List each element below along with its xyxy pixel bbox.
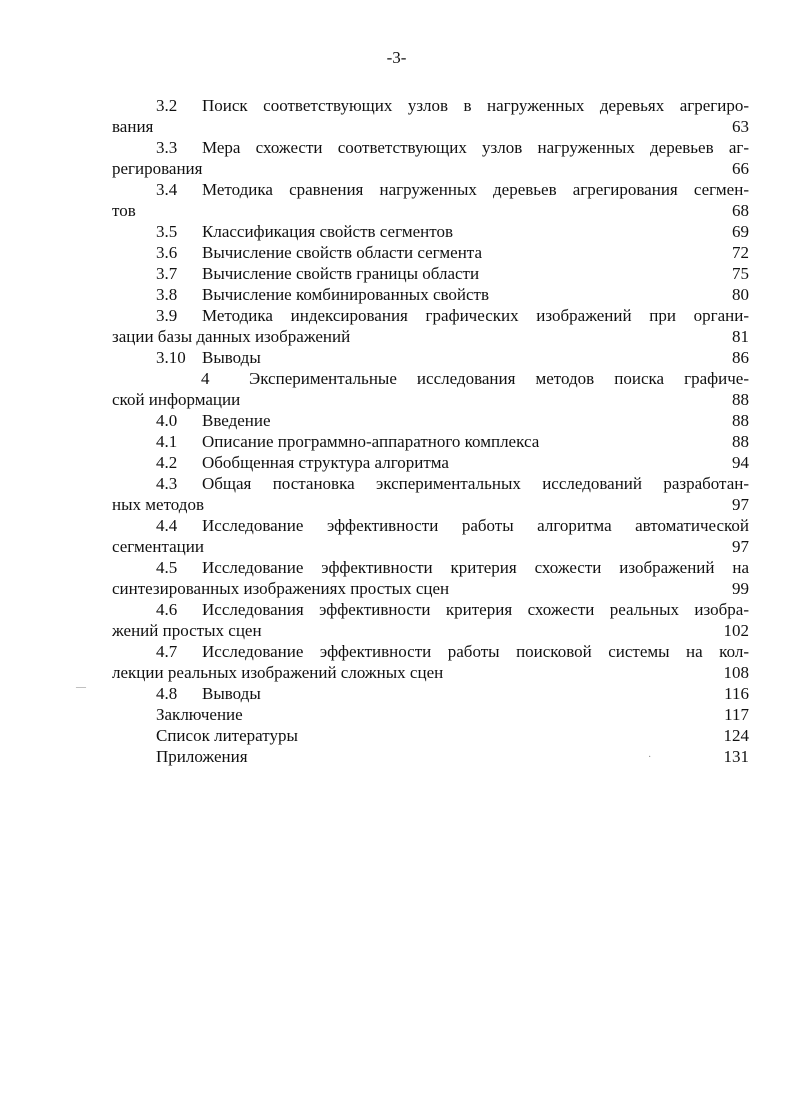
toc-section-title-continuation: ской информации xyxy=(112,390,241,409)
toc-entry xyxy=(112,515,749,557)
toc-section-number: 3.4 xyxy=(156,180,178,199)
toc-section-title: Приложения xyxy=(156,747,248,766)
toc-entry xyxy=(112,263,749,284)
toc-section-number: 4.5 xyxy=(156,558,178,577)
toc-entry xyxy=(112,221,749,242)
toc-page-number: 75 xyxy=(732,264,749,283)
toc-entry-line xyxy=(112,137,749,158)
toc-page-number: 88 xyxy=(732,432,749,451)
toc-page-number: 97 xyxy=(732,537,749,556)
toc-entry xyxy=(112,641,749,683)
toc-entry xyxy=(112,368,749,410)
toc-entry-line xyxy=(112,473,749,494)
toc-page-number: 94 xyxy=(732,453,749,472)
toc-section-title: Экспериментальные исследования методов поиска графиче- xyxy=(249,369,749,388)
toc-entry-line xyxy=(112,725,749,746)
toc-section-number: 4 xyxy=(201,369,210,388)
toc-section-title-continuation: лекции реальных изображений сложных сцен xyxy=(112,663,444,682)
toc-section-number: 4.1 xyxy=(156,432,178,451)
toc-entry-line xyxy=(112,221,749,242)
toc-entry-line xyxy=(112,452,749,473)
toc-entry xyxy=(112,305,749,347)
toc-section-title-continuation: регирования xyxy=(112,159,203,178)
toc-entry-line xyxy=(112,557,749,578)
toc-entry-line xyxy=(112,683,749,704)
toc-page-number: 63 xyxy=(732,117,749,136)
toc-entry xyxy=(112,95,749,137)
toc-page-number: 88 xyxy=(732,411,749,430)
toc-section-title: Заключение xyxy=(156,705,243,724)
toc-section-title-continuation: ных методов xyxy=(112,495,204,514)
toc-section-title: Исследование эффективности критерия схожести изображений на xyxy=(202,558,749,577)
toc-entry-line xyxy=(112,179,749,200)
scan-mark: — xyxy=(76,682,86,693)
toc-page-number: 117 xyxy=(724,705,749,724)
toc-section-title: Поиск соответствующих узлов в нагруженных деревьях агрегиро- xyxy=(202,96,749,115)
toc-section-title-continuation: зации базы данных изображений xyxy=(112,327,351,346)
toc-page-number: 86 xyxy=(732,348,749,367)
toc-entry xyxy=(112,452,749,473)
toc-entry xyxy=(112,410,749,431)
toc-entry-line xyxy=(112,368,749,389)
toc-section-title: Мера схожести соответствующих узлов нагруженных деревьев аг- xyxy=(202,138,749,157)
toc-section-number: 3.5 xyxy=(156,222,178,241)
toc-page-number: 108 xyxy=(723,663,749,682)
toc-section-number: 4.3 xyxy=(156,474,178,493)
toc-entry xyxy=(112,725,749,746)
toc-entry xyxy=(112,431,749,452)
page-number: -3- xyxy=(386,48,407,67)
toc-section-number: 4.7 xyxy=(156,642,178,661)
toc-page-number: 131 xyxy=(723,747,749,766)
toc-page-number: 72 xyxy=(732,243,749,262)
toc-section-number: 3.9 xyxy=(156,306,178,325)
toc-section-number: 3.3 xyxy=(156,138,178,157)
toc-section-number: 3.2 xyxy=(156,96,178,115)
toc-section-title-continuation: жений простых сцен xyxy=(112,621,262,640)
toc-page-number: 80 xyxy=(732,285,749,304)
toc-section-title: Общая постановка экспериментальных исследований разработан- xyxy=(202,474,749,493)
toc-section-title: Вычисление свойств области сегмента xyxy=(202,243,482,262)
toc-entry-line xyxy=(112,305,749,326)
toc-section-title: Введение xyxy=(202,411,271,430)
toc-section-title: Обобщенная структура алгоритма xyxy=(202,453,449,472)
toc-section-number: 4.4 xyxy=(156,516,178,535)
toc-page-number: 68 xyxy=(732,201,749,220)
toc-entry xyxy=(112,242,749,263)
toc-page-number: 97 xyxy=(732,495,749,514)
toc-section-title: Вычисление комбинированных свойств xyxy=(202,285,490,304)
toc-entry xyxy=(112,683,749,704)
toc-entry-line xyxy=(112,263,749,284)
toc-entry xyxy=(112,704,749,725)
toc-section-title: Исследования эффективности критерия схожести реальных изобра- xyxy=(202,600,749,619)
toc-section-title: Вычисление свойств границы области xyxy=(202,264,480,283)
toc-section-number: 4.2 xyxy=(156,453,178,472)
toc-entry xyxy=(112,137,749,179)
toc-section-title: Методика индексирования графических изображений при органи- xyxy=(202,306,749,325)
toc-section-title: Исследование эффективности работы поисковой системы на кол- xyxy=(202,642,749,661)
toc-entry-line xyxy=(112,746,749,767)
toc-section-title: Описание программно-аппаратного комплекса xyxy=(202,432,540,451)
toc-entry-line xyxy=(112,599,749,620)
toc-entry xyxy=(112,284,749,305)
toc-section-number: 3.7 xyxy=(156,264,178,283)
toc-entry-line xyxy=(112,347,749,368)
toc-section-title: Выводы xyxy=(202,348,261,367)
toc-entry-line xyxy=(112,410,749,431)
toc-entry xyxy=(112,473,749,515)
toc-page-number: 124 xyxy=(723,726,749,745)
toc-entry-line xyxy=(112,704,749,725)
toc-section-title: Классификация свойств сегментов xyxy=(202,222,453,241)
scan-dot: · xyxy=(648,752,652,763)
toc-section-title: Список литературы xyxy=(156,726,298,745)
toc-page-number: 116 xyxy=(724,684,749,703)
toc-entry-line xyxy=(112,641,749,662)
toc-section-number: 4.0 xyxy=(156,411,178,430)
toc-section-title: Исследование эффективности работы алгоритма автоматической xyxy=(202,516,749,535)
toc-entry-line xyxy=(112,515,749,536)
toc-entry-line xyxy=(112,284,749,305)
toc-page-number: 99 xyxy=(732,579,749,598)
toc-entry xyxy=(112,179,749,221)
toc-page-number: 81 xyxy=(732,327,749,346)
toc-section-number: 3.8 xyxy=(156,285,178,304)
toc-section-number: 4.8 xyxy=(156,684,178,703)
toc-section-title-continuation: синтезированных изображениях простых сцен xyxy=(112,579,450,598)
toc-page-number: 66 xyxy=(732,159,749,178)
toc-section-title-continuation: тов xyxy=(112,201,136,220)
toc-section-number: 3.10 xyxy=(156,348,186,367)
toc-entry-line xyxy=(112,431,749,452)
toc-section-title: Методика сравнения нагруженных деревьев агрегирования сегмен- xyxy=(202,180,749,199)
toc-entry xyxy=(112,599,749,641)
table-of-contents xyxy=(112,95,749,767)
toc-page-number: 69 xyxy=(732,222,749,241)
toc-section-title: Выводы xyxy=(202,684,261,703)
toc-entry-line xyxy=(112,242,749,263)
toc-entry-line xyxy=(112,95,749,116)
toc-entry xyxy=(112,557,749,599)
toc-entry xyxy=(112,746,749,767)
toc-section-title-continuation: сегментации xyxy=(112,537,204,556)
toc-section-number: 3.6 xyxy=(156,243,178,262)
toc-section-number: 4.6 xyxy=(156,600,178,619)
toc-section-title-continuation: вания xyxy=(112,117,154,136)
toc-entry xyxy=(112,347,749,368)
toc-page-number: 102 xyxy=(723,621,749,640)
toc-page-number: 88 xyxy=(732,390,749,409)
